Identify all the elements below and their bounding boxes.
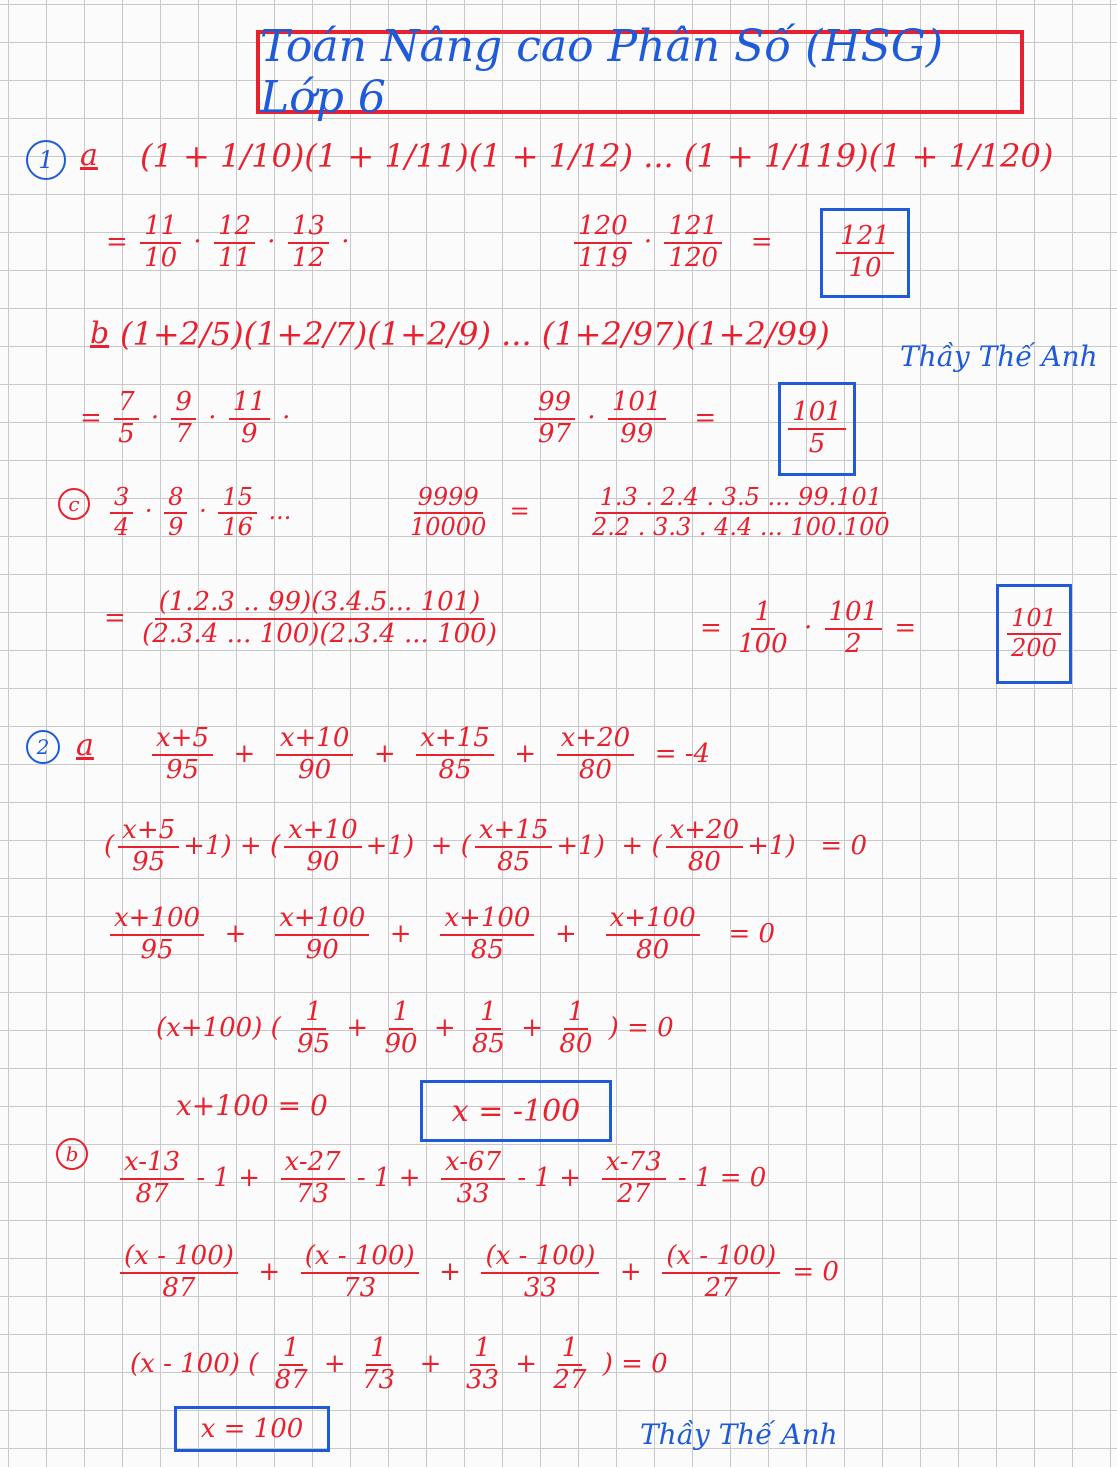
p1a-step: = $\frac{11}{10}$ · $\frac{12}{11}$ · $\frac{13}{12}$ · xyxy=(106,211,350,273)
p2a-line2: ( $\frac{x+5}{95}$ +1) + ( $\frac{x+10}{90}$ +1) + ( $\frac{x+15}{85}$ +1) + ( $\frac{x+20}{80}$ +1) = 0 xyxy=(104,815,867,877)
signature-top: Thầy Thế Anh xyxy=(900,340,1098,373)
p1b-step: = $\frac{7}{5}$ · $\frac{9}{7}$ · $\frac{11}{9}$ · xyxy=(80,387,291,449)
problem-1-bullet: 1 xyxy=(26,140,66,180)
part-b2-bullet: b xyxy=(56,1138,88,1170)
p1c-last: $\frac{9999}{10000}$ = xyxy=(410,483,530,541)
part-a-label: a xyxy=(80,138,98,173)
p1b-step-tail: $\frac{99}{97}$ · $\frac{101}{99}$ = xyxy=(530,388,716,450)
p2a-answer-box: x = -100 xyxy=(420,1080,612,1142)
p2a-line3: $\frac{x+100}{95}$ + $\frac{x+100}{90}$ + $\frac{x+100}{85}$ + $\frac{x+100}{80}$ = 0 xyxy=(106,904,775,966)
p1c-rhs: $\frac{1.3 . 2.4 . 3.5 ... 99.101}{2.2 . 3.3 . 4.4 ... 100.100}$ xyxy=(592,483,890,541)
p1c-simplified: = $\frac{1}{100}$ · $\frac{101}{2}$ = xyxy=(700,597,917,659)
p2a-line1: $\frac{x+5}{95}$ + $\frac{x+10}{90}$ + $\frac{x+15}{85}$ + $\frac{x+20}{80}$ = -4 xyxy=(148,724,710,786)
part-b-label: b xyxy=(90,316,110,351)
p2b-line2: $\frac{(x - 100)}{87}$ + $\frac{(x - 100)}{73}$ + $\frac{(x - 100)}{33}$ + $\frac{(x - 100)}{27}$ = 0 xyxy=(116,1242,839,1304)
problem-2-bullet: 2 xyxy=(26,730,60,764)
p1c-step: = $\frac{(1.2.3 .. 99)(3.4.5... 101)}{(2.3.4 ... 100)(2.3.4 ... 100)}$ xyxy=(104,587,497,649)
p1c-product: $\frac{3}{4}$ · $\frac{8}{9}$ · $\frac{15}{16}$ ... xyxy=(106,484,291,541)
part-a2-label: a xyxy=(76,728,94,763)
p1a-product: (1 + 1/10)(1 + 1/11)(1 + 1/12) ... (1 + 1/119)(1 + 1/120) xyxy=(140,137,1054,175)
part-c-bullet: c xyxy=(58,488,90,520)
p2b-line3: (x - 100) ( $\frac{1}{87}$ + $\frac{1}{73}$ + $\frac{1}{33}$ + $\frac{1}{27}$ ) = 0 xyxy=(130,1333,668,1395)
p1b-answer-box: $\frac{101}{5}$ xyxy=(778,382,856,476)
page-title: Toán Nâng cao Phân Số (HSG) Lớp 6 xyxy=(256,30,1024,114)
p2b-answer-box: x = 100 xyxy=(174,1406,330,1452)
p2a-line5: x+100 = 0 xyxy=(176,1089,328,1122)
signature-bottom: Thầy Thế Anh xyxy=(640,1418,838,1451)
p2a-line4: (x+100) ( $\frac{1}{95}$ + $\frac{1}{90}$ + $\frac{1}{85}$ + $\frac{1}{80}$ ) = 0 xyxy=(156,997,674,1059)
p2b-line1: $\frac{x-13}{87}$ - 1 + $\frac{x-27}{73}$ - 1 + $\frac{x-67}{33}$ - 1 + $\frac{x-73}{27}$ - 1 = 0 xyxy=(116,1148,766,1210)
p1a-step-tail: $\frac{120}{119}$ · $\frac{121}{120}$ = xyxy=(570,212,773,274)
p1b-product: (1+2/5)(1+2/7)(1+2/9) ... (1+2/97)(1+2/99) xyxy=(120,315,830,353)
p1a-answer-box: $\frac{121}{10}$ xyxy=(820,208,910,298)
p1c-answer-box: $\frac{101}{200}$ xyxy=(996,584,1072,684)
